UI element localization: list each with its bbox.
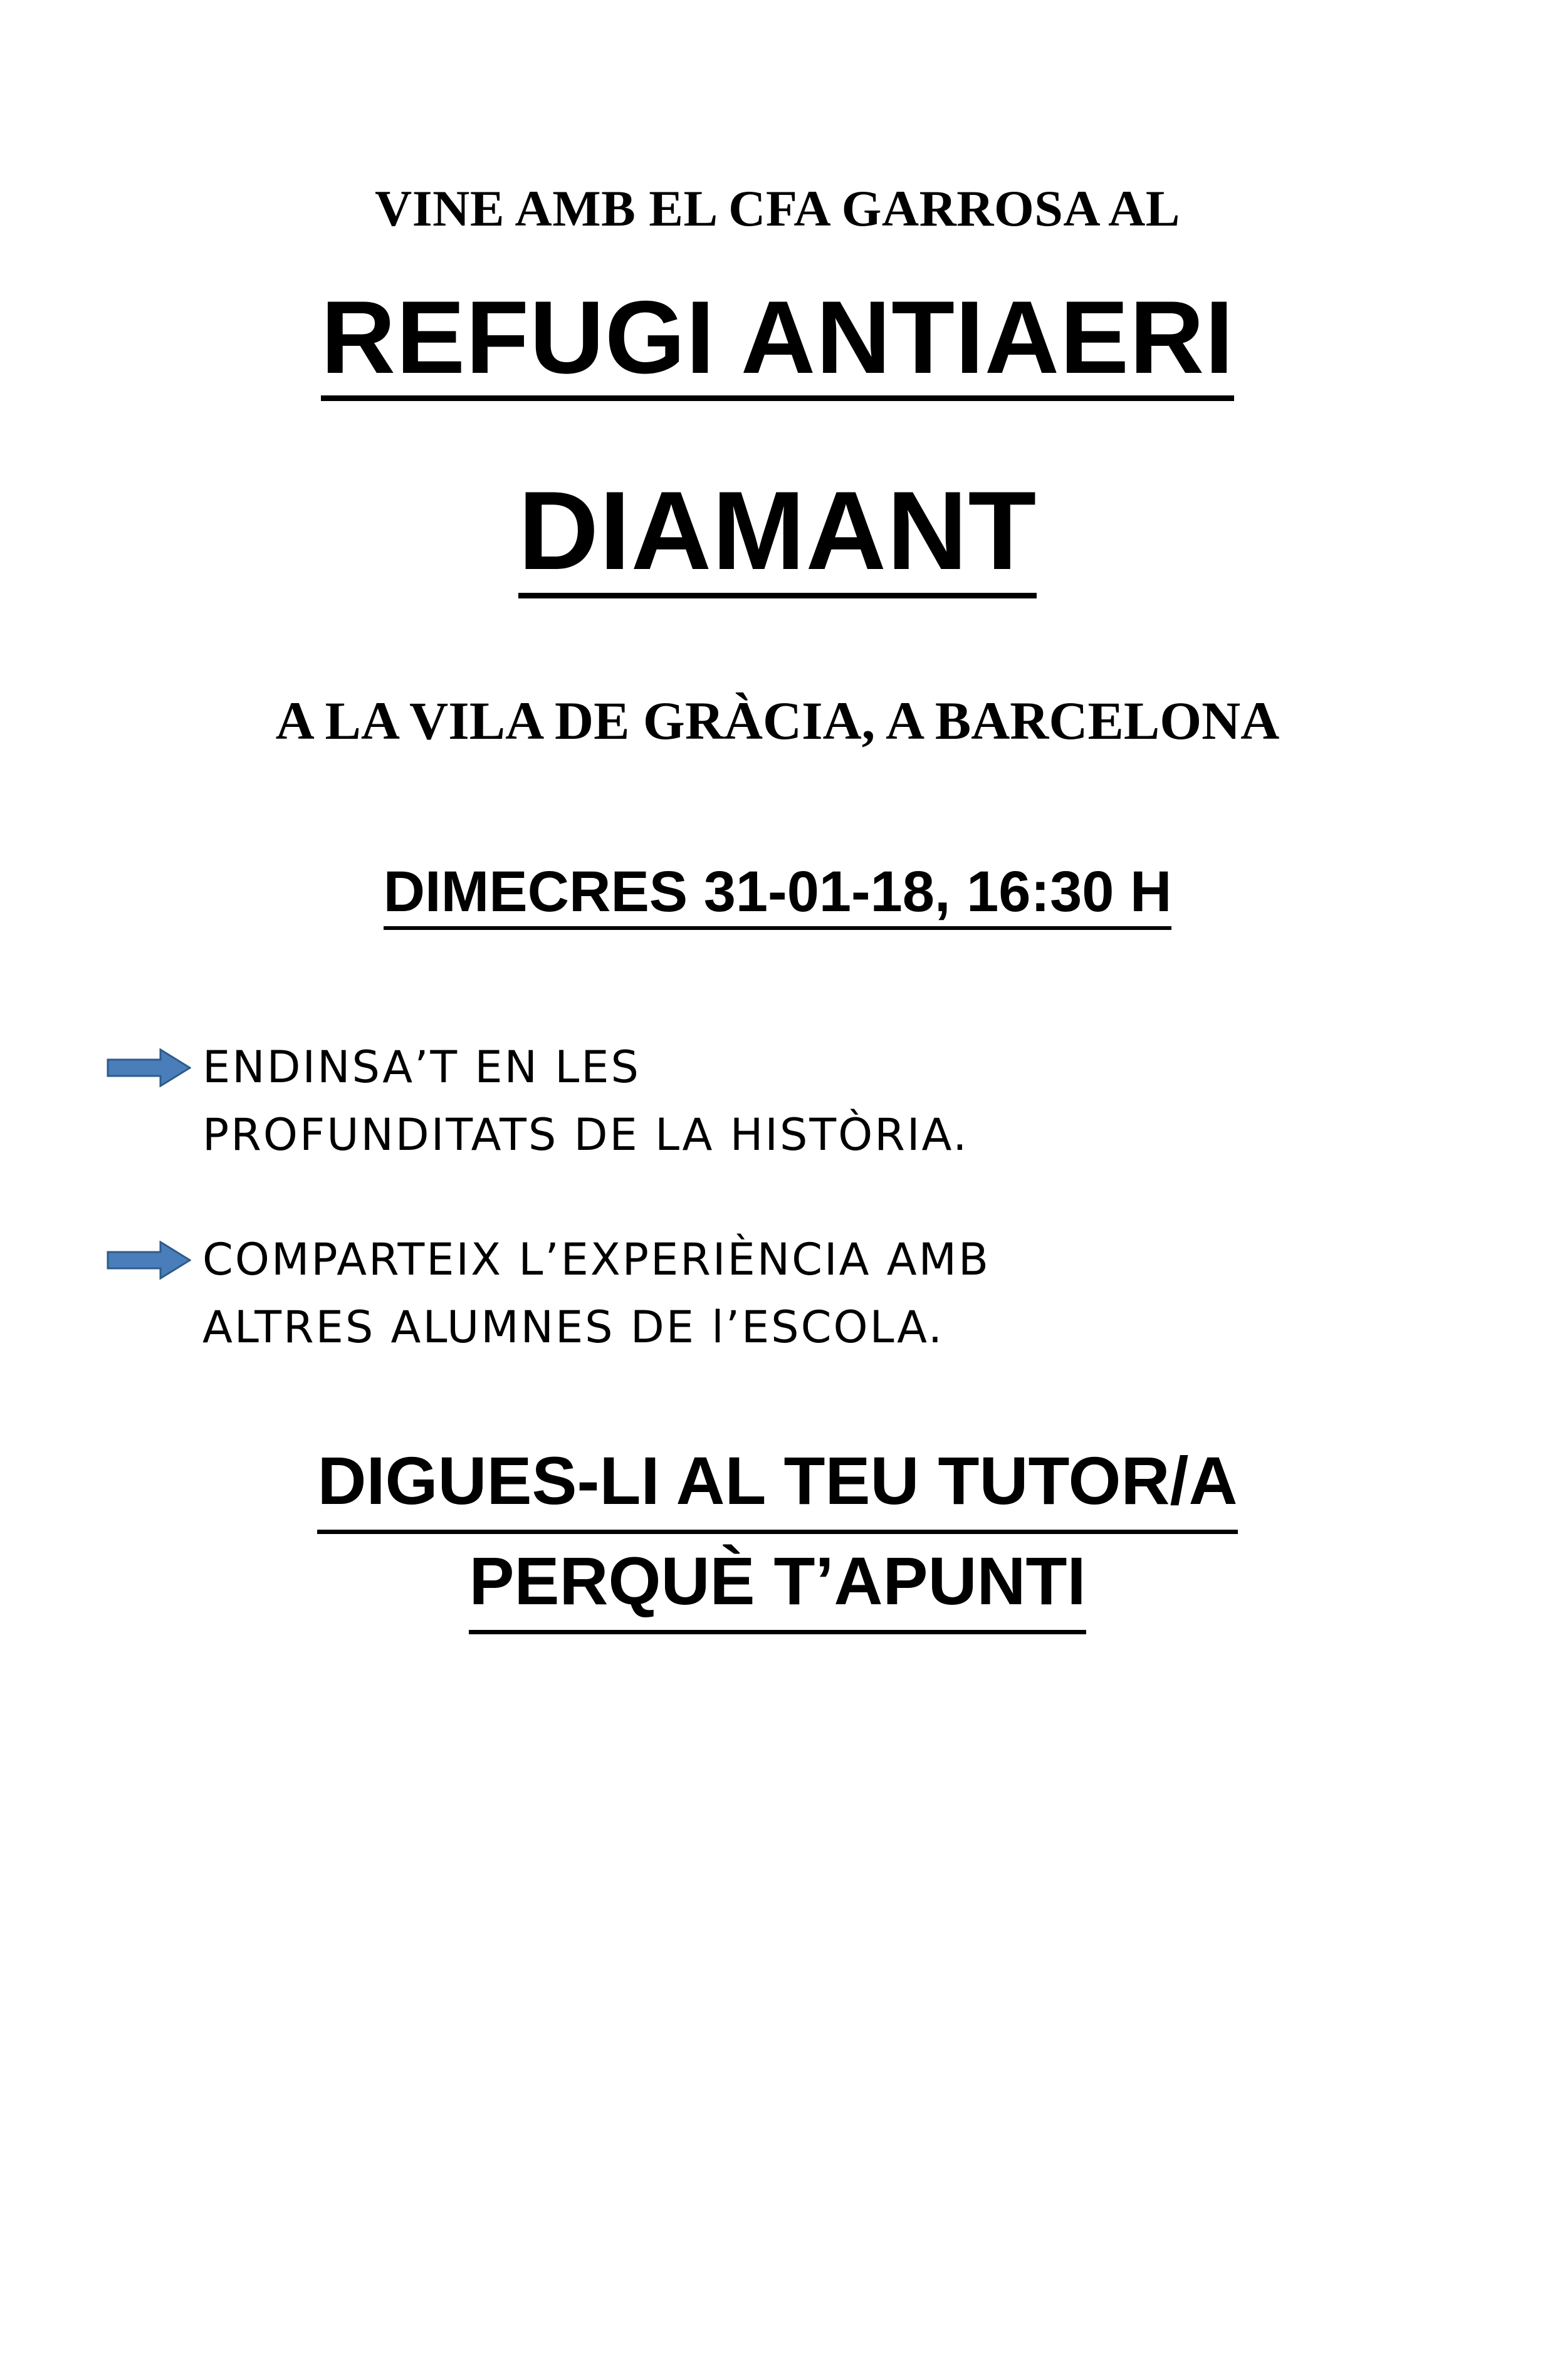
poster-title-line-1 (0, 279, 1555, 401)
poster-cta-line-1 (0, 1434, 1555, 1534)
poster-intro-line: VINE AMB EL CFA GARROSA AL (374, 180, 1180, 237)
poster-cta-line-2-text: PERQUÈ T’APUNTI (469, 1534, 1086, 1634)
list-item-line-1: ENDINSA’T EN LES (202, 1041, 641, 1093)
arrow-right-icon (107, 1241, 191, 1280)
poster-page (0, 182, 1555, 2380)
poster-call-to-action (0, 1434, 1555, 1634)
list-item-text (202, 1226, 990, 1362)
list-item-line-2: PROFUNDITATS DE LA HISTÒRIA. (202, 1109, 969, 1161)
arrow-right-icon (107, 1048, 191, 1087)
list-item-line-1: COMPARTEIX L’EXPERIÈNCIA AMB (202, 1233, 991, 1285)
poster-cta-line-1-text: DIGUES-LI AL TEU TUTOR/A (317, 1434, 1237, 1534)
poster-bullet-list (0, 1033, 1555, 1362)
poster-title-line-2 (0, 468, 1555, 598)
list-item-line-2: ALTRES ALUMNES DE l’ESCOLA. (202, 1302, 945, 1354)
poster-location: A LA VILA DE GRÀCIA, A BARCELONA (275, 691, 1280, 751)
poster-cta-line-2 (0, 1534, 1555, 1634)
poster-title-line-2-text: DIAMANT (518, 475, 1037, 598)
poster-datetime (0, 862, 1555, 930)
list-item-text (202, 1033, 968, 1169)
list-item (107, 1226, 1480, 1362)
poster-datetime-text: DIMECRES 31-01-18, 16:30 H (384, 862, 1172, 930)
list-item (107, 1033, 1480, 1169)
poster-title-line-1-text: REFUGI ANTIAERI (321, 286, 1234, 401)
